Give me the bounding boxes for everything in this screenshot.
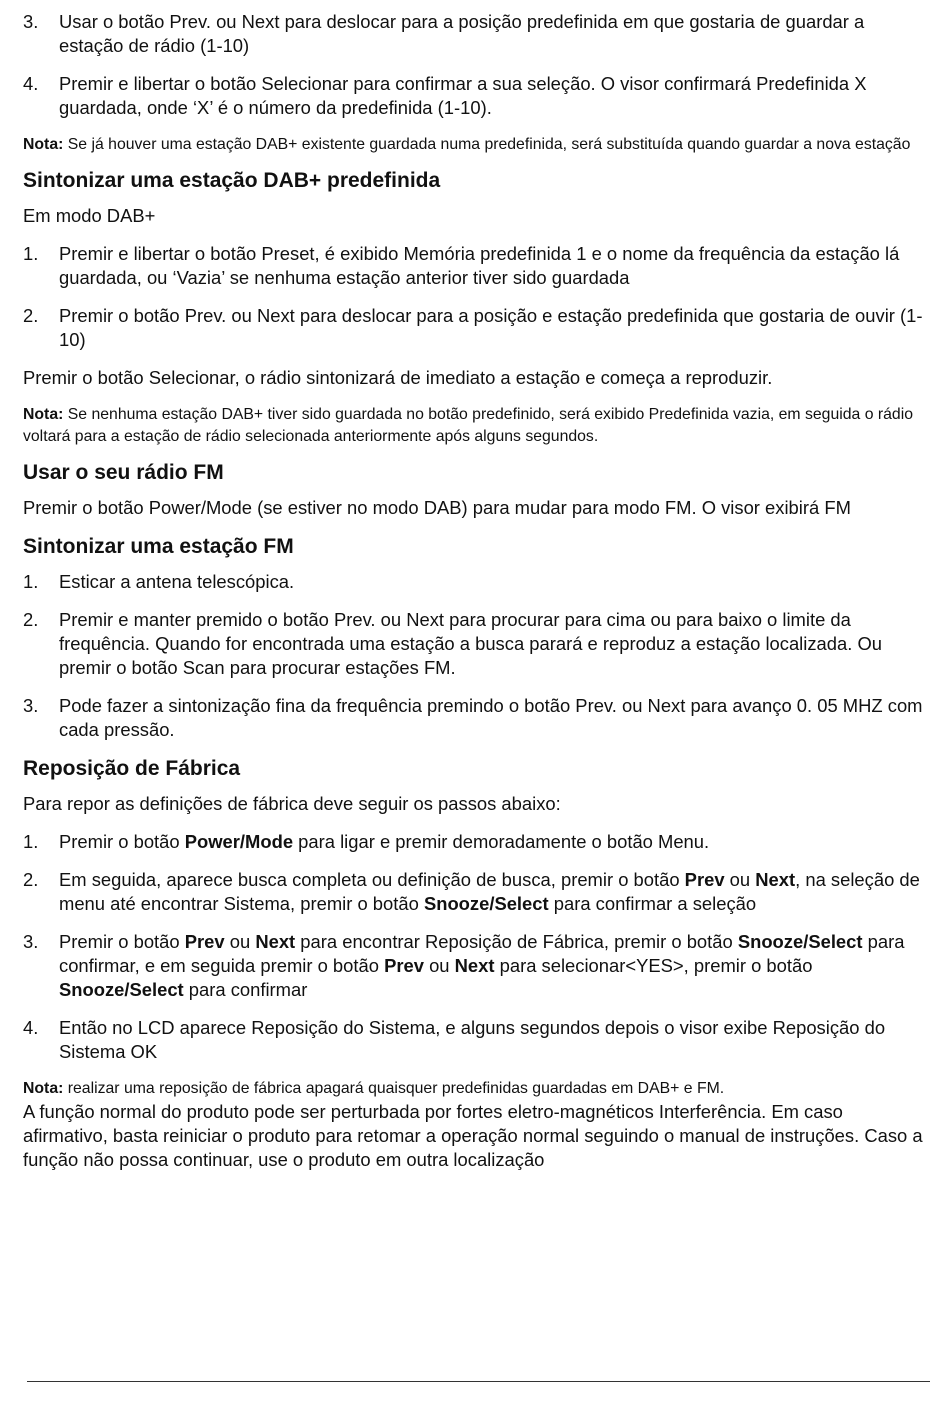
section-heading: Usar o seu rádio FM bbox=[23, 461, 224, 484]
item-text: Esticar a antena telescópica. bbox=[59, 571, 295, 592]
list-item bbox=[23, 1016, 923, 1064]
button-name: Snooze/Select bbox=[737, 931, 863, 952]
document-page bbox=[23, 10, 923, 1186]
item-text: Premir o botão bbox=[59, 831, 185, 852]
note bbox=[23, 134, 923, 156]
note-text: Se já houver uma estação DAB+ existente guardada numa predefinida, será substituída quando guardar a nova estação bbox=[63, 136, 911, 153]
section-heading: Sintonizar uma estação FM bbox=[23, 535, 294, 558]
item-text: Em seguida, aparece busca completa ou definição de busca, premir o botão bbox=[59, 869, 685, 890]
button-name: Next bbox=[255, 931, 296, 952]
item-number: 1. bbox=[23, 571, 39, 592]
list-item bbox=[23, 930, 923, 1002]
button-name: Next bbox=[755, 869, 796, 890]
note-label: Nota: bbox=[23, 1080, 64, 1097]
item-text: Premir o botão bbox=[59, 931, 185, 952]
note-text: realizar uma reposição de fábrica apagará quaisquer predefinidas guardadas em DAB+ e FM. bbox=[63, 1080, 725, 1097]
list-item bbox=[23, 242, 923, 290]
list-item bbox=[23, 868, 923, 916]
section-intro: Para repor as definições de fábrica deve seguir os passos abaixo: bbox=[23, 793, 561, 814]
item-text: Premir e manter premido o botão Prev. ou Next para procurar para cima ou para baixo o limite da frequência. Quando for encontrada uma estação a busca parará e reproduz a estação localizada. Ou premir o botão Scan para procurar estações FM. bbox=[59, 609, 882, 678]
item-text: Premir e libertar o botão Preset, é exibido Memória predefinida 1 e o nome da frequência da estação lá guardada, ou ‘Vazia’ se nenhuma estação anterior tiver sido guardada bbox=[59, 243, 900, 288]
final-paragraph: A função normal do produto pode ser perturbada por fortes eletro-magnéticos Interferência. Em caso afirmativo, basta reiniciar o produto para retomar a operação normal seguindo o manual de instruções. Caso a função não possa continuar, use o produto em outra localização bbox=[23, 1101, 923, 1170]
item-text: Premir e libertar o botão Selecionar para confirmar a sua seleção. O visor confirmará Predefinida X guardada, onde ‘X’ é o número da predefinida (1-10). bbox=[59, 73, 867, 118]
item-text: para confirmar a seleção bbox=[548, 893, 757, 914]
paragraph: Premir o botão Selecionar, o rádio sintonizará de imediato a estação e começa a reproduzir. bbox=[23, 367, 773, 388]
note bbox=[23, 1078, 923, 1100]
button-name: Prev bbox=[684, 869, 725, 890]
item-text: Então no LCD aparece Reposição do Sistema, e alguns segundos depois o visor exibe Reposição do Sistema OK bbox=[59, 1017, 886, 1062]
section-intro: Em modo DAB+ bbox=[23, 205, 156, 226]
item-number: 3. bbox=[23, 695, 39, 716]
item-text: Premir o botão Prev. ou Next para deslocar para a posição e estação predefinida que gostaria de ouvir (1-10) bbox=[59, 305, 923, 350]
item-number: 2. bbox=[23, 869, 39, 890]
list-item bbox=[23, 10, 923, 58]
item-text: para ligar e premir demoradamente o botão Menu. bbox=[293, 831, 710, 852]
note-label: Nota: bbox=[23, 136, 64, 153]
list-item bbox=[23, 830, 923, 854]
item-number: 2. bbox=[23, 305, 39, 326]
note-label: Nota: bbox=[23, 406, 64, 423]
button-name: Snooze/Select bbox=[59, 979, 184, 1000]
list-item bbox=[23, 72, 923, 120]
item-text: ou bbox=[224, 931, 256, 952]
item-text: ou bbox=[423, 955, 455, 976]
item-text: , na seleção de menu até encontrar Sistema, premir o botão bbox=[59, 869, 920, 914]
footer-divider bbox=[27, 1381, 930, 1382]
button-name: Next bbox=[454, 955, 495, 976]
section-heading: Sintonizar uma estação DAB+ predefinida bbox=[23, 169, 441, 192]
button-name: Prev bbox=[384, 955, 424, 976]
item-number: 2. bbox=[23, 609, 39, 630]
item-text: para encontrar Reposição de Fábrica, premir o botão bbox=[295, 931, 738, 952]
item-number: 4. bbox=[23, 73, 39, 94]
item-text: Usar o botão Prev. ou Next para deslocar para a posição predefinida em que gostaria de guardar a estação de rádio (1-10) bbox=[59, 11, 865, 56]
item-number: 3. bbox=[23, 931, 39, 952]
item-number: 3. bbox=[23, 11, 39, 32]
item-text: ou bbox=[724, 869, 756, 890]
item-text: para confirmar bbox=[183, 979, 308, 1000]
item-number: 1. bbox=[23, 831, 39, 852]
item-text: Pode fazer a sintonização fina da frequência premindo o botão Prev. ou Next para avanço 0. 05 MHZ com cada pressão. bbox=[59, 695, 923, 740]
note-text: Se nenhuma estação DAB+ tiver sido guardada no botão predefinido, será exibido Predefinida vazia, em seguida o rádio voltará para a estação de rádio selecionada anteriormente após alguns segundos. bbox=[23, 406, 914, 445]
list-item bbox=[23, 608, 923, 680]
list-item bbox=[23, 694, 923, 742]
item-text: para selecionar<YES>, premir o botão bbox=[494, 955, 813, 976]
item-number: 1. bbox=[23, 243, 39, 264]
paragraph: Premir o botão Power/Mode (se estiver no modo DAB) para mudar para modo FM. O visor exibirá FM bbox=[23, 497, 851, 518]
section-heading: Reposição de Fábrica bbox=[23, 757, 241, 780]
note bbox=[23, 404, 923, 448]
item-number: 4. bbox=[23, 1017, 39, 1038]
button-name: Prev bbox=[184, 931, 225, 952]
button-name: Snooze/Select bbox=[423, 893, 549, 914]
item-text: para confirmar, e em seguida premir o botão bbox=[59, 931, 905, 976]
list-item bbox=[23, 570, 923, 594]
button-name: Power/Mode bbox=[184, 831, 294, 852]
list-item bbox=[23, 304, 923, 352]
